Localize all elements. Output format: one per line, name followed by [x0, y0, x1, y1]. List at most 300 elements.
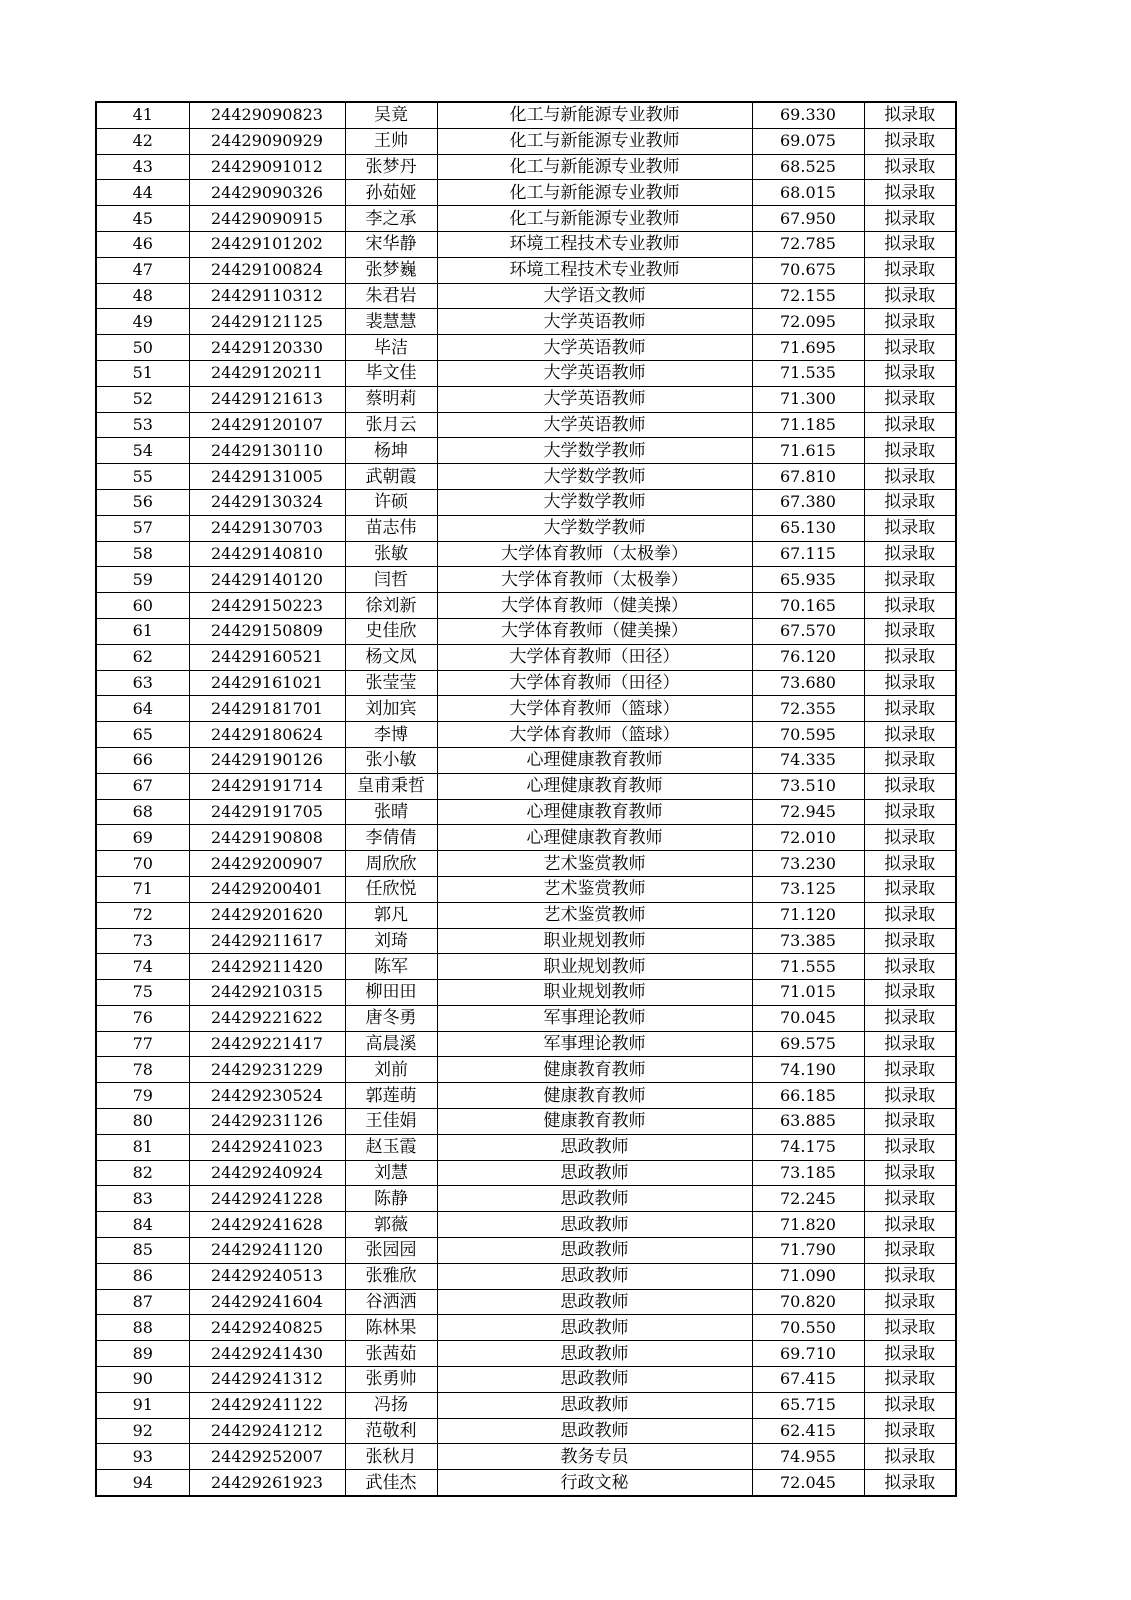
candidate-name-cell: 张园园 [345, 1238, 437, 1264]
seq-cell: 62 [96, 644, 189, 670]
candidate-name-cell: 郭凡 [345, 902, 437, 928]
seq-cell: 50 [96, 335, 189, 361]
seq-cell: 41 [96, 102, 189, 128]
score-cell: 71.185 [752, 412, 864, 438]
exam-id-cell: 24429091012 [189, 154, 345, 180]
seq-cell: 76 [96, 1005, 189, 1031]
exam-id-cell: 24429181701 [189, 696, 345, 722]
position-cell: 思政教师 [437, 1186, 752, 1212]
table-row [96, 206, 956, 232]
status-cell: 拟录取 [864, 773, 956, 799]
position-cell: 思政教师 [437, 1134, 752, 1160]
score-cell: 67.950 [752, 206, 864, 232]
candidate-name-cell: 冯扬 [345, 1392, 437, 1418]
position-cell: 化工与新能源专业教师 [437, 128, 752, 154]
candidate-name-cell: 闫哲 [345, 567, 437, 593]
candidate-name-cell: 李倩倩 [345, 825, 437, 851]
table-row [96, 1341, 956, 1367]
seq-cell: 71 [96, 876, 189, 902]
status-cell: 拟录取 [864, 438, 956, 464]
exam-id-cell: 24429090929 [189, 128, 345, 154]
position-cell: 思政教师 [437, 1341, 752, 1367]
seq-cell: 57 [96, 515, 189, 541]
candidate-name-cell: 蔡明莉 [345, 386, 437, 412]
score-cell: 69.330 [752, 102, 864, 128]
table-row [96, 851, 956, 877]
exam-id-cell: 24429140120 [189, 567, 345, 593]
position-cell: 军事理论教师 [437, 1031, 752, 1057]
status-cell: 拟录取 [864, 1470, 956, 1496]
table-row [96, 1134, 956, 1160]
position-cell: 思政教师 [437, 1392, 752, 1418]
seq-cell: 45 [96, 206, 189, 232]
score-cell: 76.120 [752, 644, 864, 670]
score-cell: 73.230 [752, 851, 864, 877]
status-cell: 拟录取 [864, 670, 956, 696]
status-cell: 拟录取 [864, 1444, 956, 1470]
seq-cell: 64 [96, 696, 189, 722]
table-row [96, 464, 956, 490]
table-row [96, 154, 956, 180]
status-cell: 拟录取 [864, 309, 956, 335]
score-cell: 73.125 [752, 876, 864, 902]
candidate-name-cell: 张敏 [345, 541, 437, 567]
position-cell: 大学数学教师 [437, 489, 752, 515]
seq-cell: 42 [96, 128, 189, 154]
status-cell: 拟录取 [864, 102, 956, 128]
table-row [96, 489, 956, 515]
seq-cell: 46 [96, 231, 189, 257]
candidate-name-cell: 杨坤 [345, 438, 437, 464]
exam-id-cell: 24429241228 [189, 1186, 345, 1212]
exam-id-cell: 24429110312 [189, 283, 345, 309]
score-cell: 72.045 [752, 1470, 864, 1496]
status-cell: 拟录取 [864, 335, 956, 361]
position-cell: 健康教育教师 [437, 1083, 752, 1109]
seq-cell: 54 [96, 438, 189, 464]
table-row [96, 1186, 956, 1212]
seq-cell: 86 [96, 1263, 189, 1289]
candidate-name-cell: 苗志伟 [345, 515, 437, 541]
position-cell: 艺术鉴赏教师 [437, 876, 752, 902]
table-row [96, 1212, 956, 1238]
status-cell: 拟录取 [864, 1134, 956, 1160]
score-cell: 67.810 [752, 464, 864, 490]
status-cell: 拟录取 [864, 618, 956, 644]
table-row [96, 670, 956, 696]
candidate-name-cell: 武朝霞 [345, 464, 437, 490]
candidate-name-cell: 张晴 [345, 799, 437, 825]
seq-cell: 58 [96, 541, 189, 567]
score-cell: 71.300 [752, 386, 864, 412]
status-cell: 拟录取 [864, 1057, 956, 1083]
table-row [96, 1160, 956, 1186]
status-cell: 拟录取 [864, 154, 956, 180]
position-cell: 健康教育教师 [437, 1109, 752, 1135]
status-cell: 拟录取 [864, 644, 956, 670]
seq-cell: 55 [96, 464, 189, 490]
candidate-name-cell: 皇甫秉哲 [345, 773, 437, 799]
status-cell: 拟录取 [864, 386, 956, 412]
table-row [96, 902, 956, 928]
seq-cell: 51 [96, 360, 189, 386]
score-cell: 72.785 [752, 231, 864, 257]
table-row [96, 1470, 956, 1496]
score-cell: 70.675 [752, 257, 864, 283]
table-row [96, 825, 956, 851]
seq-cell: 84 [96, 1212, 189, 1238]
exam-id-cell: 24429120330 [189, 335, 345, 361]
status-cell: 拟录取 [864, 1367, 956, 1393]
score-cell: 73.385 [752, 928, 864, 954]
status-cell: 拟录取 [864, 696, 956, 722]
table-row [96, 1005, 956, 1031]
status-cell: 拟录取 [864, 464, 956, 490]
table-row [96, 283, 956, 309]
seq-cell: 47 [96, 257, 189, 283]
exam-id-cell: 24429201620 [189, 902, 345, 928]
position-cell: 大学英语教师 [437, 335, 752, 361]
position-cell: 艺术鉴赏教师 [437, 902, 752, 928]
position-cell: 大学体育教师（篮球） [437, 696, 752, 722]
candidate-name-cell: 柳田田 [345, 980, 437, 1006]
position-cell: 大学英语教师 [437, 412, 752, 438]
position-cell: 思政教师 [437, 1212, 752, 1238]
table-row [96, 722, 956, 748]
seq-cell: 93 [96, 1444, 189, 1470]
position-cell: 大学体育教师（田径） [437, 644, 752, 670]
candidate-name-cell: 许硕 [345, 489, 437, 515]
seq-cell: 60 [96, 593, 189, 619]
table-row [96, 954, 956, 980]
status-cell: 拟录取 [864, 360, 956, 386]
exam-id-cell: 24429120107 [189, 412, 345, 438]
table-row [96, 515, 956, 541]
score-cell: 66.185 [752, 1083, 864, 1109]
table-row [96, 1057, 956, 1083]
exam-id-cell: 24429161021 [189, 670, 345, 696]
seq-cell: 81 [96, 1134, 189, 1160]
seq-cell: 66 [96, 747, 189, 773]
seq-cell: 49 [96, 309, 189, 335]
exam-id-cell: 24429211420 [189, 954, 345, 980]
seq-cell: 59 [96, 567, 189, 593]
position-cell: 职业规划教师 [437, 980, 752, 1006]
status-cell: 拟录取 [864, 902, 956, 928]
table-row [96, 1238, 956, 1264]
exam-id-cell: 24429240513 [189, 1263, 345, 1289]
seq-cell: 52 [96, 386, 189, 412]
status-cell: 拟录取 [864, 1418, 956, 1444]
position-cell: 大学数学教师 [437, 464, 752, 490]
candidate-name-cell: 宋华静 [345, 231, 437, 257]
candidate-name-cell: 张梦巍 [345, 257, 437, 283]
candidate-name-cell: 陈静 [345, 1186, 437, 1212]
status-cell: 拟录取 [864, 1238, 956, 1264]
candidate-name-cell: 陈军 [345, 954, 437, 980]
score-cell: 73.185 [752, 1160, 864, 1186]
score-cell: 72.155 [752, 283, 864, 309]
status-cell: 拟录取 [864, 1083, 956, 1109]
score-cell: 69.075 [752, 128, 864, 154]
candidate-name-cell: 张雅欣 [345, 1263, 437, 1289]
position-cell: 大学英语教师 [437, 309, 752, 335]
position-cell: 化工与新能源专业教师 [437, 102, 752, 128]
position-cell: 大学体育教师（健美操） [437, 593, 752, 619]
position-cell: 思政教师 [437, 1160, 752, 1186]
candidate-name-cell: 刘前 [345, 1057, 437, 1083]
status-cell: 拟录取 [864, 928, 956, 954]
table-row [96, 618, 956, 644]
score-cell: 72.945 [752, 799, 864, 825]
candidate-name-cell: 张莹莹 [345, 670, 437, 696]
score-cell: 71.090 [752, 1263, 864, 1289]
position-cell: 思政教师 [437, 1418, 752, 1444]
table-row [96, 1315, 956, 1341]
status-cell: 拟录取 [864, 1289, 956, 1315]
candidate-name-cell: 李博 [345, 722, 437, 748]
seq-cell: 75 [96, 980, 189, 1006]
seq-cell: 80 [96, 1109, 189, 1135]
score-cell: 71.535 [752, 360, 864, 386]
candidate-name-cell: 王佳娟 [345, 1109, 437, 1135]
score-cell: 68.015 [752, 180, 864, 206]
exam-id-cell: 24429150223 [189, 593, 345, 619]
table-row [96, 644, 956, 670]
candidate-name-cell: 刘琦 [345, 928, 437, 954]
candidate-name-cell: 史佳欣 [345, 618, 437, 644]
position-cell: 思政教师 [437, 1263, 752, 1289]
candidate-name-cell: 郭莲萌 [345, 1083, 437, 1109]
exam-id-cell: 24429230524 [189, 1083, 345, 1109]
score-cell: 69.575 [752, 1031, 864, 1057]
table-row [96, 567, 956, 593]
position-cell: 大学体育教师（太极拳） [437, 541, 752, 567]
exam-id-cell: 24429180624 [189, 722, 345, 748]
seq-cell: 53 [96, 412, 189, 438]
position-cell: 大学体育教师（健美操） [437, 618, 752, 644]
position-cell: 心理健康教育教师 [437, 747, 752, 773]
score-cell: 71.555 [752, 954, 864, 980]
status-cell: 拟录取 [864, 567, 956, 593]
exam-id-cell: 24429241604 [189, 1289, 345, 1315]
seq-cell: 69 [96, 825, 189, 851]
score-cell: 72.010 [752, 825, 864, 851]
seq-cell: 78 [96, 1057, 189, 1083]
score-cell: 74.175 [752, 1134, 864, 1160]
score-cell: 72.355 [752, 696, 864, 722]
position-cell: 职业规划教师 [437, 954, 752, 980]
exam-id-cell: 24429150809 [189, 618, 345, 644]
candidate-name-cell: 朱君岩 [345, 283, 437, 309]
seq-cell: 61 [96, 618, 189, 644]
score-cell: 71.695 [752, 335, 864, 361]
exam-id-cell: 24429090915 [189, 206, 345, 232]
exam-id-cell: 24429241312 [189, 1367, 345, 1393]
candidate-name-cell: 赵玉霞 [345, 1134, 437, 1160]
status-cell: 拟录取 [864, 128, 956, 154]
position-cell: 心理健康教育教师 [437, 799, 752, 825]
score-cell: 73.680 [752, 670, 864, 696]
table-row [96, 180, 956, 206]
exam-id-cell: 24429231126 [189, 1109, 345, 1135]
candidate-name-cell: 刘加宾 [345, 696, 437, 722]
seq-cell: 56 [96, 489, 189, 515]
score-cell: 67.570 [752, 618, 864, 644]
table-row [96, 1367, 956, 1393]
table-row [96, 876, 956, 902]
seq-cell: 68 [96, 799, 189, 825]
exam-id-cell: 24429090326 [189, 180, 345, 206]
position-cell: 心理健康教育教师 [437, 825, 752, 851]
exam-id-cell: 24429241122 [189, 1392, 345, 1418]
score-cell: 63.885 [752, 1109, 864, 1135]
score-cell: 70.165 [752, 593, 864, 619]
exam-id-cell: 24429191705 [189, 799, 345, 825]
exam-id-cell: 24429241023 [189, 1134, 345, 1160]
score-cell: 71.820 [752, 1212, 864, 1238]
candidate-name-cell: 张小敏 [345, 747, 437, 773]
table-row [96, 360, 956, 386]
score-cell: 70.820 [752, 1289, 864, 1315]
candidate-name-cell: 任欣悦 [345, 876, 437, 902]
status-cell: 拟录取 [864, 1341, 956, 1367]
candidate-name-cell: 张茜茹 [345, 1341, 437, 1367]
table-row [96, 1263, 956, 1289]
position-cell: 思政教师 [437, 1238, 752, 1264]
exam-id-cell: 24429130324 [189, 489, 345, 515]
seq-cell: 85 [96, 1238, 189, 1264]
table-row [96, 335, 956, 361]
exam-id-cell: 24429160521 [189, 644, 345, 670]
position-cell: 思政教师 [437, 1315, 752, 1341]
position-cell: 健康教育教师 [437, 1057, 752, 1083]
score-cell: 67.380 [752, 489, 864, 515]
exam-id-cell: 24429240825 [189, 1315, 345, 1341]
score-cell: 67.115 [752, 541, 864, 567]
table-row [96, 541, 956, 567]
status-cell: 拟录取 [864, 1005, 956, 1031]
score-cell: 71.120 [752, 902, 864, 928]
table-row [96, 1109, 956, 1135]
seq-cell: 89 [96, 1341, 189, 1367]
exam-id-cell: 24429221622 [189, 1005, 345, 1031]
candidate-name-cell: 毕洁 [345, 335, 437, 361]
seq-cell: 87 [96, 1289, 189, 1315]
seq-cell: 67 [96, 773, 189, 799]
table-row [96, 102, 956, 128]
score-cell: 69.710 [752, 1341, 864, 1367]
position-cell: 大学语文教师 [437, 283, 752, 309]
position-cell: 大学体育教师（太极拳） [437, 567, 752, 593]
position-cell: 大学英语教师 [437, 386, 752, 412]
position-cell: 行政文秘 [437, 1470, 752, 1496]
score-cell: 72.095 [752, 309, 864, 335]
status-cell: 拟录取 [864, 593, 956, 619]
exam-id-cell: 24429210315 [189, 980, 345, 1006]
exam-id-cell: 24429120211 [189, 360, 345, 386]
seq-cell: 94 [96, 1470, 189, 1496]
score-cell: 72.245 [752, 1186, 864, 1212]
score-cell: 65.715 [752, 1392, 864, 1418]
status-cell: 拟录取 [864, 980, 956, 1006]
position-cell: 教务专员 [437, 1444, 752, 1470]
score-cell: 73.510 [752, 773, 864, 799]
position-cell: 心理健康教育教师 [437, 773, 752, 799]
position-cell: 艺术鉴赏教师 [437, 851, 752, 877]
candidate-name-cell: 徐刘新 [345, 593, 437, 619]
status-cell: 拟录取 [864, 799, 956, 825]
candidate-name-cell: 裴慧慧 [345, 309, 437, 335]
candidate-name-cell: 李之承 [345, 206, 437, 232]
exam-id-cell: 24429240924 [189, 1160, 345, 1186]
exam-id-cell: 24429101202 [189, 231, 345, 257]
seq-cell: 63 [96, 670, 189, 696]
status-cell: 拟录取 [864, 954, 956, 980]
position-cell: 军事理论教师 [437, 1005, 752, 1031]
candidate-name-cell: 张秋月 [345, 1444, 437, 1470]
status-cell: 拟录取 [864, 1212, 956, 1238]
candidate-name-cell: 王帅 [345, 128, 437, 154]
status-cell: 拟录取 [864, 1263, 956, 1289]
candidate-name-cell: 谷洒洒 [345, 1289, 437, 1315]
status-cell: 拟录取 [864, 515, 956, 541]
status-cell: 拟录取 [864, 283, 956, 309]
exam-id-cell: 24429130110 [189, 438, 345, 464]
status-cell: 拟录取 [864, 876, 956, 902]
candidate-name-cell: 刘慧 [345, 1160, 437, 1186]
score-cell: 62.415 [752, 1418, 864, 1444]
status-cell: 拟录取 [864, 231, 956, 257]
exam-id-cell: 24429121125 [189, 309, 345, 335]
table-row [96, 412, 956, 438]
status-cell: 拟录取 [864, 1392, 956, 1418]
exam-id-cell: 24429252007 [189, 1444, 345, 1470]
exam-id-cell: 24429200907 [189, 851, 345, 877]
seq-cell: 92 [96, 1418, 189, 1444]
candidate-name-cell: 张月云 [345, 412, 437, 438]
table-row [96, 438, 956, 464]
table-row [96, 980, 956, 1006]
candidate-name-cell: 郭薇 [345, 1212, 437, 1238]
table-row [96, 1392, 956, 1418]
table-row [96, 1083, 956, 1109]
status-cell: 拟录取 [864, 1315, 956, 1341]
status-cell: 拟录取 [864, 412, 956, 438]
position-cell: 化工与新能源专业教师 [437, 180, 752, 206]
seq-cell: 74 [96, 954, 189, 980]
score-cell: 74.190 [752, 1057, 864, 1083]
exam-id-cell: 24429131005 [189, 464, 345, 490]
exam-id-cell: 24429191714 [189, 773, 345, 799]
position-cell: 大学数学教师 [437, 438, 752, 464]
candidate-name-cell: 孙茹娅 [345, 180, 437, 206]
exam-id-cell: 24429100824 [189, 257, 345, 283]
results-table [95, 101, 957, 1497]
status-cell: 拟录取 [864, 722, 956, 748]
exam-id-cell: 24429211617 [189, 928, 345, 954]
table-row [96, 386, 956, 412]
table-row [96, 696, 956, 722]
table-row [96, 309, 956, 335]
status-cell: 拟录取 [864, 851, 956, 877]
seq-cell: 77 [96, 1031, 189, 1057]
table-row [96, 1031, 956, 1057]
table-row [96, 799, 956, 825]
candidate-name-cell: 吴竟 [345, 102, 437, 128]
seq-cell: 83 [96, 1186, 189, 1212]
score-cell: 74.335 [752, 747, 864, 773]
